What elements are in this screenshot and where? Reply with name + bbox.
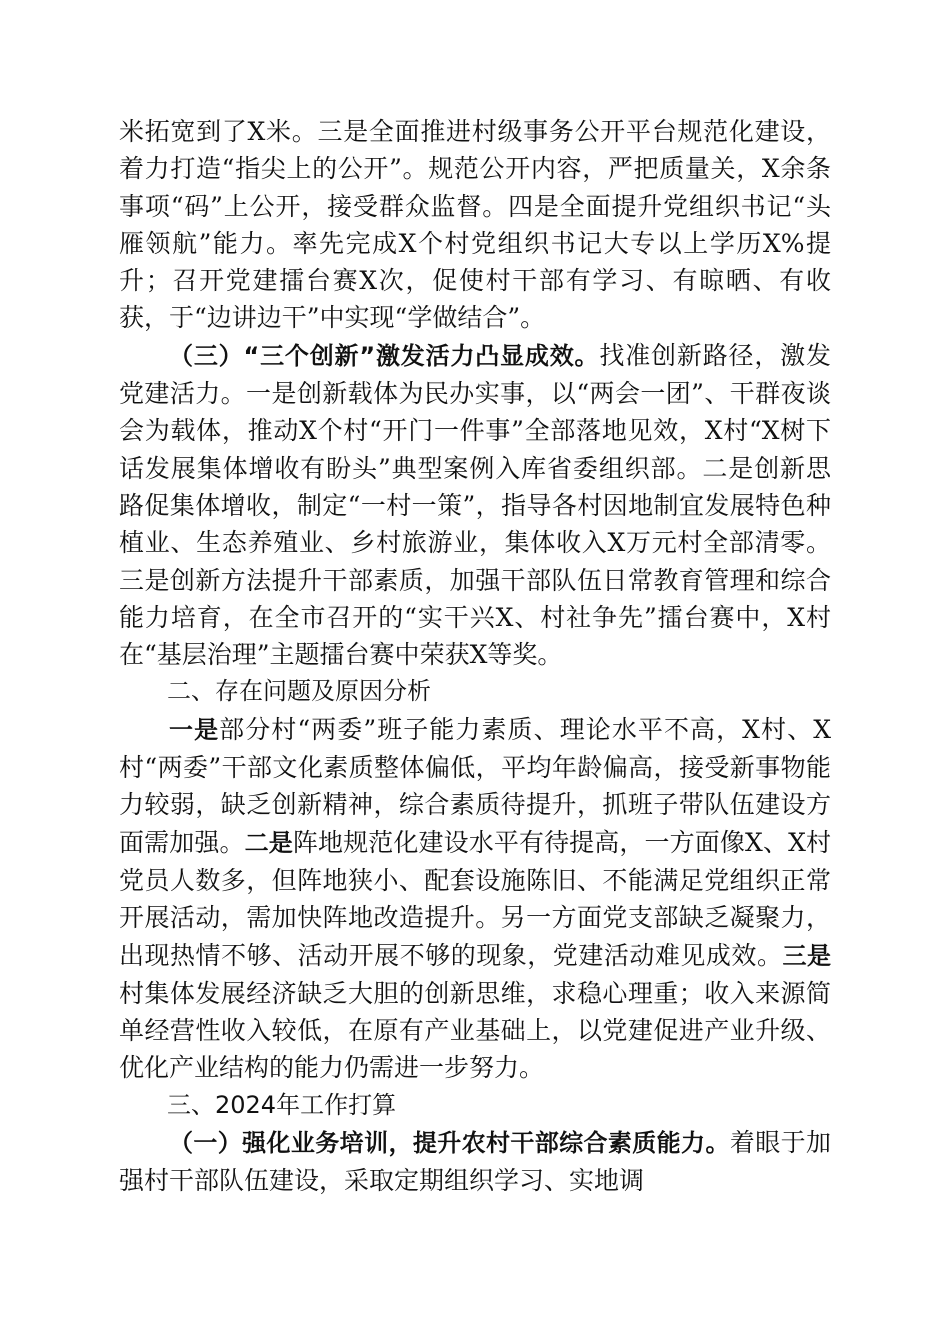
paragraph-continuation: 米拓宽到了X米。三是全面推进村级事务公开平台规范化建设，着力打造“指尖上的公开”。规范公开内容，严把质量关，X余条事项“码”上公开，接受群众监督。四是全面提升党组织书记“头雁领航”能力。率先完成X个村党组织书记大专以上学历X%提升；召开党建擂台赛X次，促使村干部有学习、有晾晒、有收获，于“边讲边干”中实现“学做结合”。 [119,117,831,333]
paragraph-problems [119,711,831,1087]
keyword-first: 一是 [169,715,220,744]
paragraph-training [119,1124,831,1200]
paragraph-three-innovations [119,337,831,674]
keyword-second: 二是 [244,828,293,857]
paragraph-text: 村集体发展经济缺乏大胆的创新思维，求稳心理重；收入来源简单经营性收入较低，在原有产业基础上，以党建促进产业升级、优化产业结构的能力仍需进一步努力。 [119,978,831,1083]
section-heading-plan: 三、2024年工作打算 [167,1090,397,1119]
paragraph-text: 阵地规范化建设水平有待提高，一方面像X、X村党员人数多，但阵地狭小、配套设施陈旧、不能满足党组织正常开展活动，需加快阵地改造提升。另一方面党支部缺乏凝聚力，出现热情不够、活动开展不够的现象，党建活动难见成效。 [119,827,831,970]
section-heading-problems: 二、存在问题及原因分析 [167,677,431,706]
paragraph-text: 着眼于加强村干部队伍建设，采取定期组织学习、实地调 [119,1128,831,1196]
document-body [119,113,831,1200]
section-lead-training: （一）强化业务培训，提升农村干部综合素质能力。 [169,1129,730,1158]
paragraph-text: 找准创新路径，激发党建活力。一是创新载体为民办实事，以“两会一团”、干群夜谈会为载体，推动X个村“开门一件事”全部落地见效，X村“X树下话发展集体增收有盼头”典型案例入库省委组织部。二是创新思路促集体增收，制定“一村一策”，指导各村因地制宜发展特色种植业、生态养殖业、乡村旅游业，集体收入X万元村全部清零。三是创新方法提升干部素质，加强干部队伍日常教育管理和综合能力培育，在全市召开的“实干兴X、村社争先”擂台赛中，X村在“基层治理”主题擂台赛中荣获X等奖。 [119,340,831,670]
paragraph-text: 部分村“两委”班子能力素质、理论水平不高，X村、X村“两委”干部文化素质整体偏低，平均年龄偏高，接受新事物能力较弱，缺乏创新精神，综合素质待提升，抓班子带队伍建设方面需加强。 [119,714,831,857]
section-lead-three-innovations: （三）“三个创新”激发活力凸显成效。 [169,341,600,370]
keyword-third: 三是 [782,941,831,970]
